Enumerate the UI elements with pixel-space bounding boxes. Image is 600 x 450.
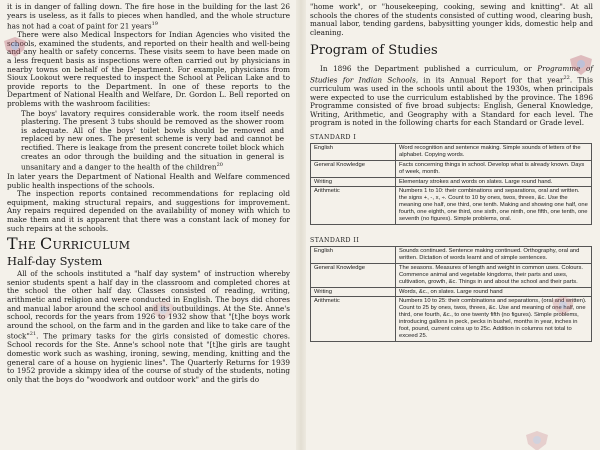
description-cell: Elementary strokes and words on slates. Large round hand. [396,177,592,187]
right-page [296,0,600,450]
description-cell: The seasons. Measures of length and weight in common uses. Colours. Commence animal and vegetable kingdoms, their parts and uses, cultivation, growth, &c. Things in and about the school and their parts. [396,263,592,287]
subject-cell: Writing [311,287,396,297]
description-cell: Words, &c., on slates. Large round hand [396,287,592,297]
description-cell: Numbers 10 to 25: their combinations and separations, (oral and written). Count to 25 by ones, twos, threes, &c. Use and meaning of one half, one third, one fourth, &c., to one twenty fifth (no figures). Simple problems, introducing gallons in peck, pecks in bushel, months in year, inches in foot, pound, current coins up to 25c. Addition in columns not total to exceed 25. [396,297,592,341]
paragraph: "home work", or "housekeeping, cooking, sewing and knitting". At all schools the chores of the students consisted of cutting wood, clearing bush, manual labor, tending gardens, babysitting younger kids, domestic help and cleaning. [310,2,593,37]
paragraph: All of the schools instituted a "half day system" of instruction whereby senior students spent a half day in the classroom and completed chores at the school the other half day. Classes consisted of reading, writing, arithmetic and religion and were conducted in English. The boys did chores and manual labor around the school and its outbuildings. At the Ste. Anne's school, records for the years from 1926 to 1932 show that "[t]he boys work around the school, on the farm and in the garden and like to take care of the stock"$^{21}$. The primary tasks for the girls consisted of domestic chores. School records for the Ste. Anne's school note that "[t]he girls are taught domestic work such as washing, ironing, sewing, mending, knitting and the general care of a house on hygienic lines". The Quarterly Returns for 1939 to 1952 provide a skimpy idea of the course of study of the students, noting only that the boys do "woodwork and outdoor work" and the girls do [7,269,290,384]
subject-cell: Arithmetic [311,297,396,341]
shield-watermark-icon [2,36,28,58]
table-row [311,160,592,177]
paragraph: The inspection reports contained recommendations for replacing old equipment, making structural repairs, and suggestions for improvement. Any repairs required depended on the availability of money with which to make them and it is apparent that there was a constant lack of money for such repairs at the schools. [7,189,290,233]
shield-watermark-icon [150,300,176,322]
footnote-ref: 22 [563,74,570,81]
shield-watermark-icon [568,54,594,76]
table-row [311,177,592,187]
subject-cell: General Knowledge [311,263,396,287]
subject-cell: English [311,247,396,264]
table-row [311,263,592,287]
table-row [311,247,592,264]
standard-1-label: STANDARD I [310,133,357,141]
paragraph: There were also Medical Inspectors for Indian Agencies who visited the schools, examined the students, and reported on their health and well-being and any health or safety concerns. These visits seem to have been made on a less frequent basis as inspections were often carried out by physicians in nearby towns on behalf of the Department. For example, physicians from Sioux Lookout were requested to inspect the School at Pelican Lake and to provide reports to the Department. In one of these reports to the Department of National Health and Welfare, Dr. Gordon L. Bell reported on problems with the washroom facilities: [7,30,290,108]
standard-1-table [310,143,592,225]
left-page [0,0,296,450]
subject-cell: General Knowledge [311,160,396,177]
table-row [311,187,592,225]
shield-watermark-icon [524,430,550,450]
description-cell: Numbers 1 to 10: their combinations and separations, oral and written. the signs +, -, x, ÷. Count to 10 by ones, twos, threes, &c. Use the meaning one half, one third, one tenth. Making and showing one half, one fourth, one eighth, one third, one sixth, one ninth, one fifth, one tenth, one seventh (no figures). Simple problems, oral. [396,187,592,225]
footnote-ref: 19 [151,21,158,28]
section-heading-program: Program of Studies [310,43,438,59]
subject-cell: Arithmetic [311,187,396,225]
paragraph: In later years the Department of National Health and Welfare commenced public health inspections of the schools. [7,172,290,190]
section-heading-curriculum: THE CURRICULUM [7,234,131,254]
block-quote: The boys' lavatory requires considerable work. the room itself needs plastering. The present 3 tubs should be removed as the shower room is adequate. All of the boys' toilet bowls should be removed and replaced by new ones. The present scheme is very bad and cannot be rectified. There is leakage from the present concrete toilet block which creates an odor through the building and the situation in general is unsanitary and a danger to the health of the children$^{20}$ [21,108,284,172]
description-cell: Facts concerning things in school. Develop what is already known. Days of week, month. [396,160,592,177]
paragraph: In 1896 the Department published a curriculum, or Programme of Studies for Indian Schools, in its Annual Report for that year$^{22}$. This curriculum was used in the schools until about the 1930s, when principals were expected to use the curriculum established by the province. The 1896 Programme consisted of five broad subjects: English, General Knowledge, Writing, Arithmetic, and Geography with a Standard for each level. The program is noted in the following charts for each Standard or Grade level. [310,64,593,128]
shield-watermark-icon [550,295,576,317]
footnote-ref: 21 [29,331,37,338]
subheading-halfday: Half-day System [7,254,103,269]
subject-cell: English [311,143,396,160]
description-cell: Sounds continued. Sentence making continued. Orthography, oral and written. Dictation of words learnt and of simple sentences. [396,247,592,264]
standard-2-label: STANDARD II [310,237,360,244]
description-cell: Word recognition and sentence making. Simple sounds of letters of the alphabet. Copying words. [396,143,592,160]
subject-cell: Writing [311,177,396,187]
standard-2-table [310,246,592,342]
footnote-ref: 20 [216,162,223,169]
table-row [311,143,592,160]
paragraph: it is in danger of falling down. The fire hose in the building for the last 26 years is useless, as it falls to pieces when handled, and the whole structure has not had a coat of paint for 21 years$^{19}$ [7,2,290,31]
